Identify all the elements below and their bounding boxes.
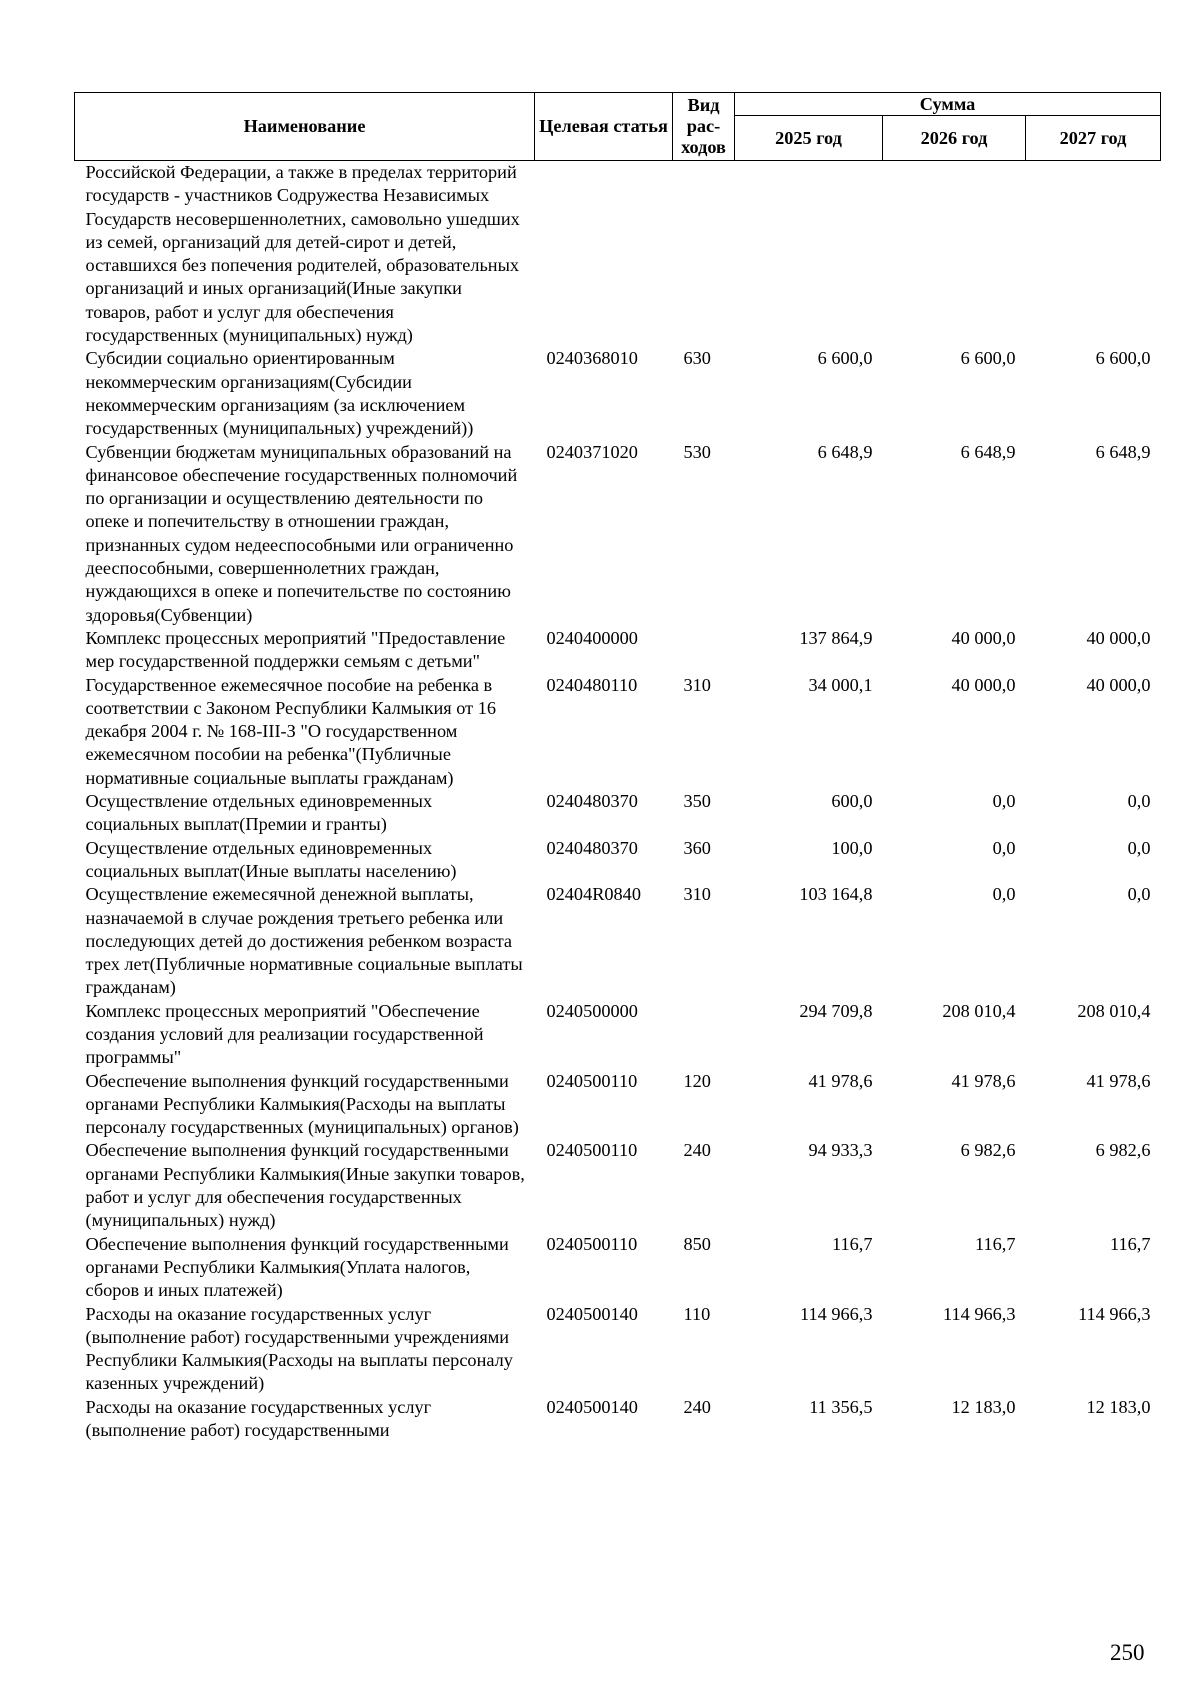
row-sum-2025: 94 933,3: [808, 1140, 873, 1161]
row-name: Осуществление отдельных единовременных социальных выплат(Премии и гранты): [85, 791, 433, 835]
table-row: [75, 837, 1161, 884]
row-sum-2026: 12 183,0: [951, 1396, 1016, 1417]
table-body: [75, 161, 1161, 1443]
row-sum-2026: 0,0: [992, 884, 1016, 905]
row-expense-type: 310: [683, 674, 711, 695]
row-sum-2025: 6 648,9: [817, 441, 873, 462]
row-sum-2025: 600,0: [831, 791, 873, 812]
page-number: 250: [1110, 1640, 1145, 1665]
row-target-article: 0240500140: [546, 1303, 638, 1324]
row-sum-2027: 0,0: [1127, 791, 1151, 812]
row-sum-2027: 40 000,0: [1086, 674, 1151, 695]
budget-table: [74, 92, 1161, 1442]
row-expense-type: 240: [683, 1140, 711, 1161]
row-expense-type: 120: [683, 1070, 711, 1091]
row-name: Субвенции бюджетам муниципальных образований на финансовое обеспечение государственных полномочий по организации и осуществлению деятельности по опеке и попечительству в отношении граждан, признанных судом недееспособными или ограниченно дееспособными, совершеннолетних граждан, нуждающихся в опеке и попечительстве по состоянию здоровья(Субвенции): [85, 441, 518, 625]
table-row: [75, 674, 1161, 790]
row-sum-2027: 6 982,6: [1095, 1140, 1151, 1161]
row-target-article: 0240371020: [546, 441, 638, 462]
row-sum-2027: [1026, 161, 1161, 348]
header-sum: Сумма: [735, 93, 1161, 116]
row-sum-2026: 41 978,6: [951, 1070, 1016, 1091]
row-sum-2025: 34 000,1: [808, 674, 873, 695]
row-name: Государственное ежемесячное пособие на ребенка в соответствии с Законом Республики Калмыкия от 16 декабря 2004 г. № 168-III-З "О государственном ежемесячном пособии на ребенка"(Публичные нормативные социальные выплаты гражданам): [85, 674, 496, 788]
row-name: Субсидии социально ориентированным некоммерческим организациям(Субсидии некоммерческим организациям (за исключением государственных (муниципальных) учреждений)): [85, 348, 474, 439]
row-target-article: 0240480370: [546, 791, 638, 812]
table-row: [75, 1396, 1161, 1443]
row-sum-2025: 6 600,0: [817, 348, 873, 369]
row-expense-type: 630: [683, 348, 711, 369]
row-target-article: 0240368010: [546, 348, 638, 369]
row-sum-2025: 100,0: [831, 837, 873, 858]
row-target-article: 0240500110: [546, 1070, 638, 1091]
row-sum-2027: 114 966,3: [1078, 1303, 1151, 1324]
row-target-article: 0240500110: [546, 1140, 638, 1161]
row-sum-2027: 0,0: [1127, 837, 1151, 858]
header-year-2025: 2025 год: [735, 116, 883, 161]
row-sum-2025: 116,7: [832, 1233, 873, 1254]
row-sum-2026: [883, 161, 1026, 348]
row-target-article: 0240500110: [546, 1233, 638, 1254]
row-sum-2025: 114 966,3: [800, 1303, 873, 1324]
row-sum-2027: 40 000,0: [1086, 627, 1151, 648]
row-expense-type: 240: [683, 1396, 711, 1417]
row-sum-2025: 11 356,5: [809, 1396, 873, 1417]
row-name: Российской Федерации, а также в пределах территорий государств - участников Содружества Независимых Государств несовершеннолетних, самовольно ушедших из семей, организаций для детей-сирот и детей, оставшихся без попечения родителей, образовательных организаций и иных организаций(Иные закупки товаров, работ и услуг для обеспечения государственных (муниципальных) нужд): [85, 162, 520, 346]
row-name: Обеспечение выполнения функций государственными органами Республики Калмыкия(Иные закупки товаров, работ и услуг для обеспечения государственных (муниципальных) нужд): [85, 1140, 525, 1231]
row-sum-2026: 6 982,6: [960, 1140, 1016, 1161]
row-sum-2026: 40 000,0: [951, 627, 1016, 648]
row-expense-type: 360: [683, 837, 711, 858]
row-name: Расходы на оказание государственных услуг (выполнение работ) государственными: [85, 1396, 432, 1441]
row-name: Осуществление ежемесячной денежной выплаты, назначаемой в случае рождения третьего ребенка или последующих детей до достижения ребенком возраста трех лет(Публичные нормативные социальные выплаты гражданам): [85, 884, 523, 998]
row-target-article: 0240480110: [546, 674, 638, 695]
table-row: [75, 1233, 1161, 1303]
row-expense-type: 350: [683, 791, 711, 812]
row-expense-type: 310: [683, 884, 711, 905]
header-target-article: Целевая статья: [535, 93, 673, 161]
row-name: Комплекс процессных мероприятий "Обеспечение создания условий для реализации государственной программы": [85, 1000, 484, 1068]
row-target-article: [535, 161, 673, 348]
row-sum-2026: 6 648,9: [960, 441, 1016, 462]
header-name: Наименование: [75, 93, 535, 161]
row-name: Осуществление отдельных единовременных социальных выплат(Иные выплаты населению): [85, 837, 457, 881]
row-sum-2027: 6 648,9: [1095, 441, 1151, 462]
row-target-article: 0240480370: [546, 837, 638, 858]
row-name: Расходы на оказание государственных услуг (выполнение работ) государственными учреждениями Республики Калмыкия(Расходы на выплаты персоналу казенных учреждений): [85, 1303, 513, 1394]
row-sum-2025: [735, 161, 883, 348]
table-header: [75, 93, 1161, 161]
row-sum-2026: 114 966,3: [943, 1303, 1016, 1324]
header-year-2027: 2027 год: [1026, 116, 1161, 161]
row-sum-2026: 6 600,0: [960, 348, 1016, 369]
header-year-2026: 2026 год: [883, 116, 1026, 161]
table-row: [75, 1070, 1161, 1140]
row-target-article: 0240500000: [546, 1000, 638, 1021]
row-target-article: 0240500140: [546, 1396, 638, 1417]
header-expense-type: Вид рас-ходов: [673, 93, 735, 161]
row-name: Комплекс процессных мероприятий "Предоставление мер государственной поддержки семьям с детьми": [85, 627, 506, 672]
table-row: [75, 883, 1161, 999]
table-row: [75, 1139, 1161, 1232]
table-row: [75, 347, 1161, 440]
table-row: [75, 790, 1161, 837]
row-expense-type: 850: [683, 1233, 711, 1254]
row-sum-2027: 6 600,0: [1095, 348, 1151, 369]
table-row: [75, 1000, 1161, 1070]
row-sum-2027: 41 978,6: [1086, 1070, 1151, 1091]
row-sum-2027: 0,0: [1127, 884, 1151, 905]
table-row: [75, 627, 1161, 674]
row-sum-2027: 12 183,0: [1086, 1396, 1151, 1417]
row-sum-2025: 137 864,9: [799, 627, 873, 648]
row-expense-type: [673, 627, 735, 674]
row-target-article: 02404R0840: [546, 884, 641, 905]
row-expense-type: [673, 1000, 735, 1070]
row-sum-2025: 294 709,8: [799, 1000, 873, 1021]
row-expense-type: [673, 161, 735, 348]
row-sum-2026: 0,0: [992, 791, 1016, 812]
row-name: Обеспечение выполнения функций государственными органами Республики Калмыкия(Уплата налогов, сборов и иных платежей): [85, 1233, 509, 1301]
row-sum-2026: 208 010,4: [942, 1000, 1016, 1021]
row-expense-type: 530: [683, 441, 711, 462]
table-row: [75, 161, 1161, 348]
row-sum-2025: 103 164,8: [799, 884, 873, 905]
row-name: Обеспечение выполнения функций государственными органами Республики Калмыкия(Расходы на выплаты персоналу государственных (муниципальных) органов): [85, 1070, 519, 1138]
row-target-article: 0240400000: [546, 627, 638, 648]
row-sum-2026: 40 000,0: [951, 674, 1016, 695]
row-sum-2025: 41 978,6: [808, 1070, 873, 1091]
table-row: [75, 1303, 1161, 1396]
row-sum-2026: 0,0: [992, 837, 1016, 858]
row-sum-2027: 208 010,4: [1077, 1000, 1151, 1021]
table-row: [75, 441, 1161, 627]
row-expense-type: 110: [683, 1303, 711, 1324]
row-sum-2026: 116,7: [975, 1233, 1016, 1254]
row-sum-2027: 116,7: [1110, 1233, 1151, 1254]
